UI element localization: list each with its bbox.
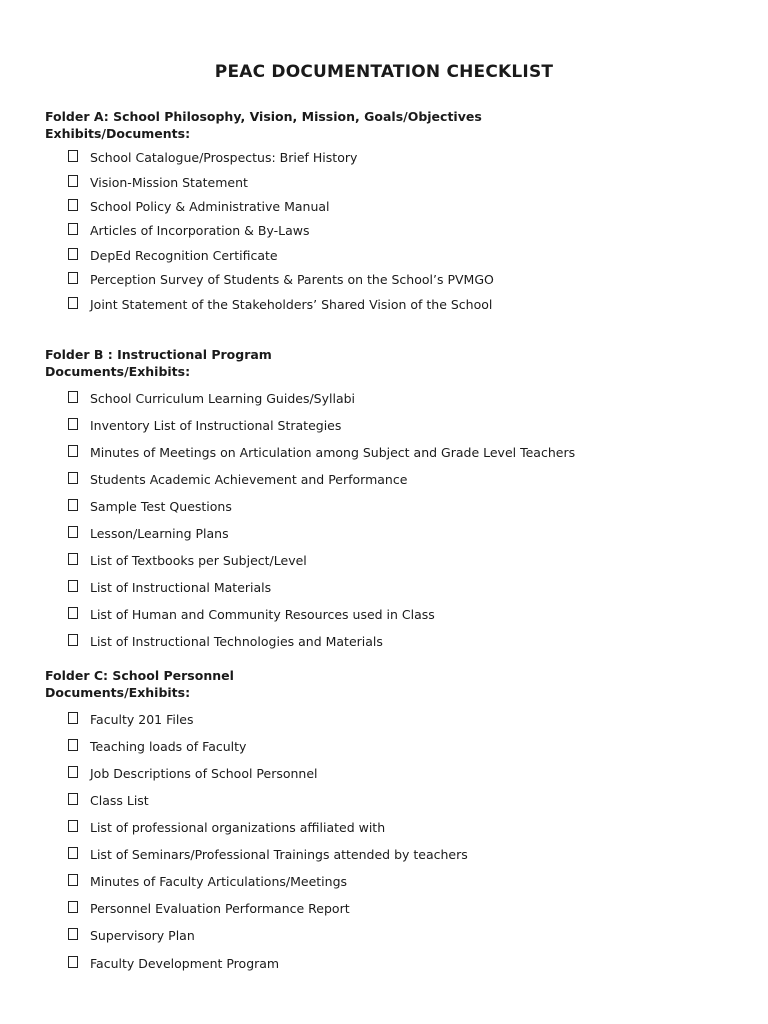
checklist-item-label: List of professional organizations affiliated with [90,819,386,835]
checklist-item-label: Minutes of Meetings on Articulation among Subject and Grade Level Teachers [90,444,576,460]
checkbox-icon[interactable] [68,901,78,913]
checklist-item-label: Minutes of Faculty Articulations/Meetings [90,873,348,889]
checklist-item-label: List of Instructional Technologies and Materials [90,633,383,649]
checklist-item[interactable] [68,551,307,569]
checklist-item[interactable] [68,872,347,890]
checklist-item[interactable] [68,295,492,313]
checklist-item-label: Teaching loads of Faculty [90,738,247,754]
checklist-item[interactable] [68,899,350,917]
checklist-item[interactable] [68,173,248,191]
checklist-item-label: School Policy & Administrative Manual [90,198,330,214]
checkbox-icon[interactable] [68,793,78,805]
checklist-item[interactable] [68,270,494,288]
checkbox-icon[interactable] [68,607,78,619]
checkbox-icon[interactable] [68,553,78,565]
checklist-item[interactable] [68,443,575,461]
folder-b-header [45,346,272,380]
checkbox-icon[interactable] [68,223,78,235]
folder-heading: Folder B : Instructional Program [45,347,272,362]
checklist-item-label: List of Textbooks per Subject/Level [90,552,307,568]
checklist-item[interactable] [68,148,357,166]
checkbox-icon[interactable] [68,199,78,211]
checklist-item[interactable] [68,416,341,434]
checklist-item-label: Job Descriptions of School Personnel [90,765,318,781]
checklist-item[interactable] [68,632,383,650]
checklist-item-label: Class List [90,792,149,808]
checkbox-icon[interactable] [68,766,78,778]
checklist-item-label: Articles of Incorporation & By-Laws [90,222,310,238]
folder-subheading: Documents/Exhibits: [45,364,191,379]
checklist-item-label: Faculty 201 Files [90,711,194,727]
checklist-item[interactable] [68,791,149,809]
checklist-item[interactable] [68,524,229,542]
checkbox-icon[interactable] [68,499,78,511]
page-title: PEAC DOCUMENTATION CHECKLIST [214,62,554,82]
checklist-item-label: DepEd Recognition Certificate [90,247,278,263]
checkbox-icon[interactable] [68,928,78,940]
checklist-item[interactable] [68,389,355,407]
checkbox-icon[interactable] [68,847,78,859]
checklist-item[interactable] [68,954,279,972]
checklist-item[interactable] [68,737,246,755]
checklist-item[interactable] [68,845,468,863]
checkbox-icon[interactable] [68,445,78,457]
folder-subheading: Documents/Exhibits: [45,685,191,700]
checkbox-icon[interactable] [68,956,78,968]
checklist-item[interactable] [68,497,232,515]
checklist-item-label: Supervisory Plan [90,927,195,943]
checkbox-icon[interactable] [68,739,78,751]
checkbox-icon[interactable] [68,175,78,187]
checklist-item[interactable] [68,197,330,215]
checkbox-icon[interactable] [68,820,78,832]
checklist-item[interactable] [68,710,194,728]
checkbox-icon[interactable] [68,272,78,284]
checklist-item-label: List of Instructional Materials [90,579,272,595]
checklist-item[interactable] [68,470,407,488]
checklist-item[interactable] [68,246,278,264]
checklist-item[interactable] [68,221,310,239]
checklist-item-label: School Curriculum Learning Guides/Syllabi [90,390,356,406]
checklist-item-label: Inventory List of Instructional Strategies [90,417,342,433]
checklist-item[interactable] [68,818,385,836]
checklist-item[interactable] [68,578,271,596]
checklist-item-label: List of Human and Community Resources used in Class [90,606,435,622]
checkbox-icon[interactable] [68,248,78,260]
folder-c-header [45,667,234,701]
checklist-item[interactable] [68,605,435,623]
folder-heading: Folder C: School Personnel [45,668,234,683]
checkbox-icon[interactable] [68,634,78,646]
checklist-item[interactable] [68,764,318,782]
checkbox-icon[interactable] [68,526,78,538]
checkbox-icon[interactable] [68,580,78,592]
checklist-item-label: School Catalogue/Prospectus: Brief History [90,149,358,165]
checklist-item[interactable] [68,926,195,944]
folder-subheading: Exhibits/Documents: [45,126,191,141]
checkbox-icon[interactable] [68,391,78,403]
checklist-item-label: List of Seminars/Professional Trainings attended by teachers [90,846,468,862]
checklist-item-label: Perception Survey of Students & Parents on the School’s PVMGO [90,271,494,287]
checkbox-icon[interactable] [68,874,78,886]
checkbox-icon[interactable] [68,712,78,724]
checklist-item-label: Lesson/Learning Plans [90,525,229,541]
checklist-item-label: Sample Test Questions [90,498,232,514]
checklist-item-label: Faculty Development Program [90,955,280,971]
checklist-item-label: Joint Statement of the Stakeholders’ Shared Vision of the School [90,296,493,312]
folder-a-header [45,108,482,142]
checkbox-icon[interactable] [68,418,78,430]
checkbox-icon[interactable] [68,297,78,309]
checkbox-icon[interactable] [68,150,78,162]
checklist-item-label: Personnel Evaluation Performance Report [90,900,350,916]
checklist-item-label: Students Academic Achievement and Performance [90,471,408,487]
checkbox-icon[interactable] [68,472,78,484]
folder-heading: Folder A: School Philosophy, Vision, Mission, Goals/Objectives [45,109,482,124]
checklist-item-label: Vision-Mission Statement [90,174,248,190]
